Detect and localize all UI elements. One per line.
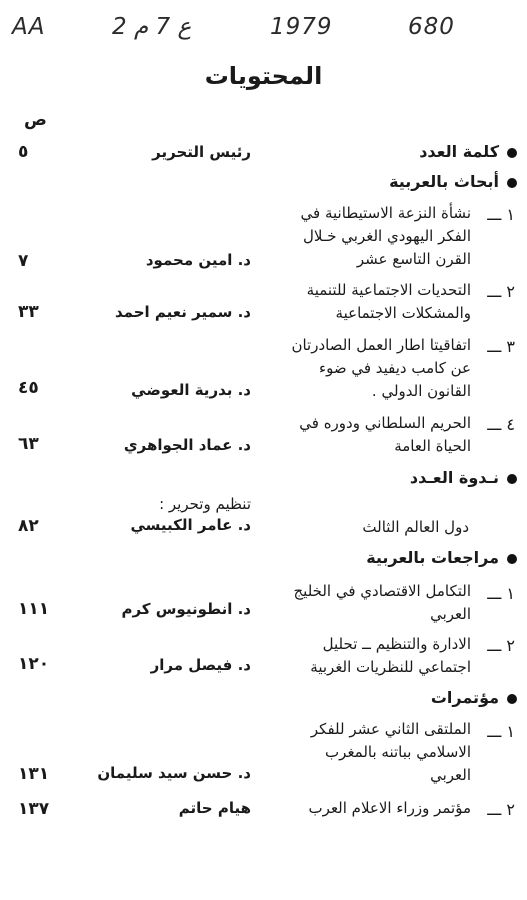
conference-item-page: ١٣١	[18, 764, 50, 784]
seminar-organizer-label: تنظيم وتحرير :	[159, 495, 251, 513]
review-item-page: ١٢٠	[18, 654, 50, 674]
review-item-number: ٢ ـــ	[487, 636, 515, 655]
review-item-page: ١١١	[18, 599, 50, 619]
section-research[interactable]: أبحاث بالعربية	[389, 172, 517, 191]
page-column-label: ص	[24, 110, 47, 130]
bullet-icon	[507, 474, 517, 484]
handwritten-year: 1979	[270, 14, 333, 40]
research-item-title[interactable]: اتفاقيتا اطار العمل الصادرتان عن كامب ديفيد في ضوء القانون الدولي .	[291, 336, 471, 400]
conference-item-author: د. حسن سيد سليمان	[97, 764, 251, 782]
editorial-author: رئيس التحرير	[152, 143, 251, 161]
page-title: المحتويات	[204, 62, 323, 90]
bullet-icon	[507, 554, 517, 564]
research-item-author: د. بدرية العوضي	[131, 381, 251, 399]
research-item-page: ٧	[18, 251, 29, 271]
section-reviews[interactable]: مراجعات بالعربية	[366, 548, 517, 567]
section-editorial[interactable]: كلمة العدد	[419, 142, 517, 161]
conference-item-number: ٢ ـــ	[487, 800, 515, 819]
research-item-title[interactable]: الحريم السلطاني ودوره في الحياة العامة	[299, 414, 471, 455]
research-item-author: د. امين محمود	[145, 251, 251, 269]
seminar-topic[interactable]: دول العالم الثالث	[362, 518, 469, 536]
research-item-number: ١ ـــ	[487, 205, 515, 224]
review-item-author: د. فيصل مرار	[150, 656, 251, 674]
review-item-number: ١ ـــ	[487, 584, 515, 603]
conference-item-title[interactable]: الملتقى الثاني عشر للفكر الاسلامي بباتنه بالمغرب العربي	[310, 720, 471, 784]
review-item-author: د. انطونيوس كرم	[121, 600, 251, 618]
research-item-author: د. سمير نعيم احمد	[115, 303, 251, 321]
handwritten-issue: 2 ع 7 م	[112, 14, 192, 40]
research-item-title[interactable]: نشأة النزعة الاستيطانية في الفكر اليهودي الغربي خـلال القرن التاسع عشر	[300, 204, 471, 268]
seminar-page: ٨٢	[18, 516, 39, 536]
section-conferences[interactable]: مؤتمرات	[431, 688, 517, 707]
handwritten-code: AA	[12, 14, 46, 40]
research-item-page: ٤٥	[18, 378, 39, 398]
section-seminar[interactable]: نـدوة العـدد	[410, 468, 517, 487]
conference-item-page: ١٣٧	[18, 799, 50, 819]
research-item-title[interactable]: التحديات الاجتماعية للتنمية والمشكلات الاجتماعية	[306, 281, 471, 322]
research-item-number: ٢ ـــ	[487, 282, 515, 301]
seminar-author: د. عامر الكبيسي	[130, 516, 251, 534]
conference-item-author: هيام حاتم	[178, 799, 251, 817]
conference-item-title[interactable]: مؤتمر وزراء الاعلام العرب	[308, 799, 471, 817]
editorial-page: ٥	[18, 142, 29, 162]
handwritten-number: 680	[408, 14, 455, 40]
research-item-page: ٣٣	[18, 302, 39, 322]
review-item-title[interactable]: الادارة والتنظيم ــ تحليل اجتماعي للنظريات الغربية	[310, 635, 471, 676]
research-item-page: ٦٣	[18, 434, 39, 454]
bullet-icon	[507, 694, 517, 704]
research-item-number: ٤ ـــ	[487, 415, 515, 434]
research-item-number: ٣ ـــ	[487, 337, 515, 356]
bullet-icon	[507, 178, 517, 188]
research-item-author: د. عماد الجواهري	[123, 436, 251, 454]
conference-item-number: ١ ـــ	[487, 722, 515, 741]
bullet-icon	[507, 148, 517, 158]
review-item-title[interactable]: التكامل الاقتصادي في الخليج العربي	[293, 582, 471, 623]
